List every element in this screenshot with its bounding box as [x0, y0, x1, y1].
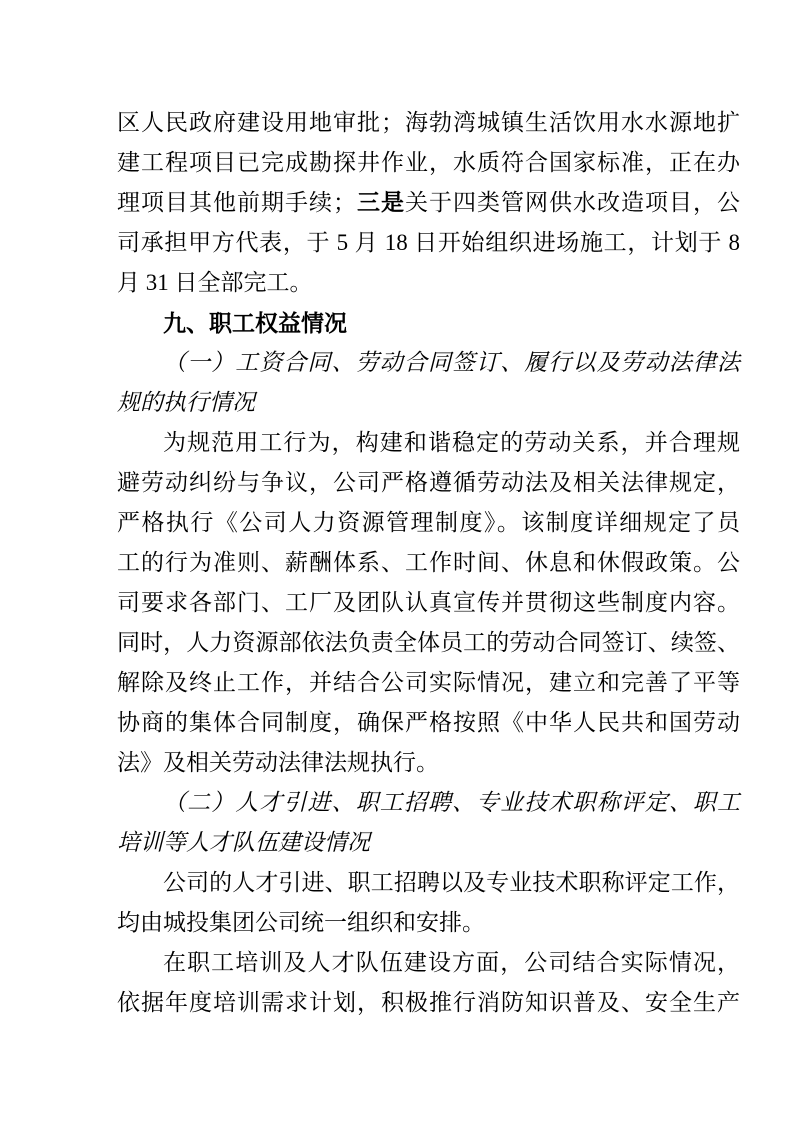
text-line [117, 983, 740, 1023]
text-line [117, 143, 740, 183]
text-run: 司要求各部门、工厂及团队认真宣传并贯彻这些制度内容。 [117, 590, 740, 615]
text-run: 严格执行《公司人力资源管理制度》。该制度详细规定了员 [117, 510, 740, 535]
text-run: 区人民政府建设用地审批；海勃湾城镇生活饮用水水源地扩 [117, 110, 740, 135]
text-run: 司承担甲方代表，于 5 月 18 日开始组织进场施工，计划于 8 [117, 230, 740, 255]
text-run: （二）人才引进、职工招聘、专业技术职称评定、职工 [163, 790, 740, 815]
document-text-area [117, 103, 740, 1023]
text-line [117, 103, 740, 143]
text-line [117, 303, 740, 343]
text-run: 工的行为准则、薪酬体系、工作时间、休息和休假政策。公 [117, 550, 740, 575]
text-line [117, 383, 740, 423]
paragraph-talent-recruitment [117, 863, 740, 943]
text-run: （一）工资合同、劳动合同签订、履行以及劳动法律法 [163, 350, 740, 375]
text-run: 为规范用工行为，构建和谐稳定的劳动关系，并合理规 [163, 430, 740, 455]
text-line [117, 783, 740, 823]
text-line [117, 663, 740, 703]
text-line [117, 343, 740, 383]
text-line [117, 463, 740, 503]
text-line [117, 943, 740, 983]
subheading-9-2-talent-team-building [117, 783, 740, 863]
paragraph-water-supply-projects [117, 103, 740, 303]
text-run: 同时，人力资源部依法负责全体员工的劳动合同签订、续签、 [117, 630, 740, 655]
text-line [117, 743, 740, 783]
text-line [117, 223, 740, 263]
text-line [117, 863, 740, 903]
text-run: 均由城投集团公司统一组织和安排。 [117, 910, 485, 935]
text-line [117, 183, 740, 223]
text-run: 公司的人才引进、职工招聘以及专业技术职称评定工作， [163, 870, 740, 895]
text-line [117, 423, 740, 463]
text-run: 法》及相关劳动法律法规执行。 [117, 750, 439, 775]
heading-section-nine [117, 303, 740, 343]
paragraph-staff-training [117, 943, 740, 1023]
text-run: 避劳动纠纷与争议，公司严格遵循劳动法及相关法律规定， [117, 470, 740, 495]
text-run: 规的执行情况 [117, 390, 255, 415]
text-line [117, 263, 740, 303]
text-run: 依据年度培训需求计划，积极推行消防知识普及、安全生产 [117, 990, 740, 1015]
text-run: 九、职工权益情况 [163, 310, 347, 336]
text-line [117, 703, 740, 743]
paragraph-labor-contract-compliance [117, 423, 740, 783]
text-run: 在职工培训及人才队伍建设方面，公司结合实际情况， [163, 950, 740, 975]
text-run: 建工程项目已完成勘探井作业，水质符合国家标准，正在办 [117, 150, 740, 175]
text-run: 关于四类管网供水改造项目，公 [405, 190, 740, 215]
bold-text-run: 三是 [356, 190, 405, 215]
subheading-9-1-labor-contracts [117, 343, 740, 423]
text-run: 理项目其他前期手续； [117, 190, 356, 215]
text-run: 月 31 日全部完工。 [117, 270, 313, 295]
text-run: 解除及终止工作，并结合公司实际情况，建立和完善了平等 [117, 670, 740, 695]
text-run: 协商的集体合同制度，确保严格按照《中华人民共和国劳动 [117, 710, 740, 735]
text-line [117, 543, 740, 583]
text-line [117, 503, 740, 543]
text-line [117, 583, 740, 623]
text-run: 培训等人才队伍建设情况 [117, 830, 370, 855]
text-line [117, 823, 740, 863]
text-line [117, 903, 740, 943]
text-line [117, 623, 740, 663]
